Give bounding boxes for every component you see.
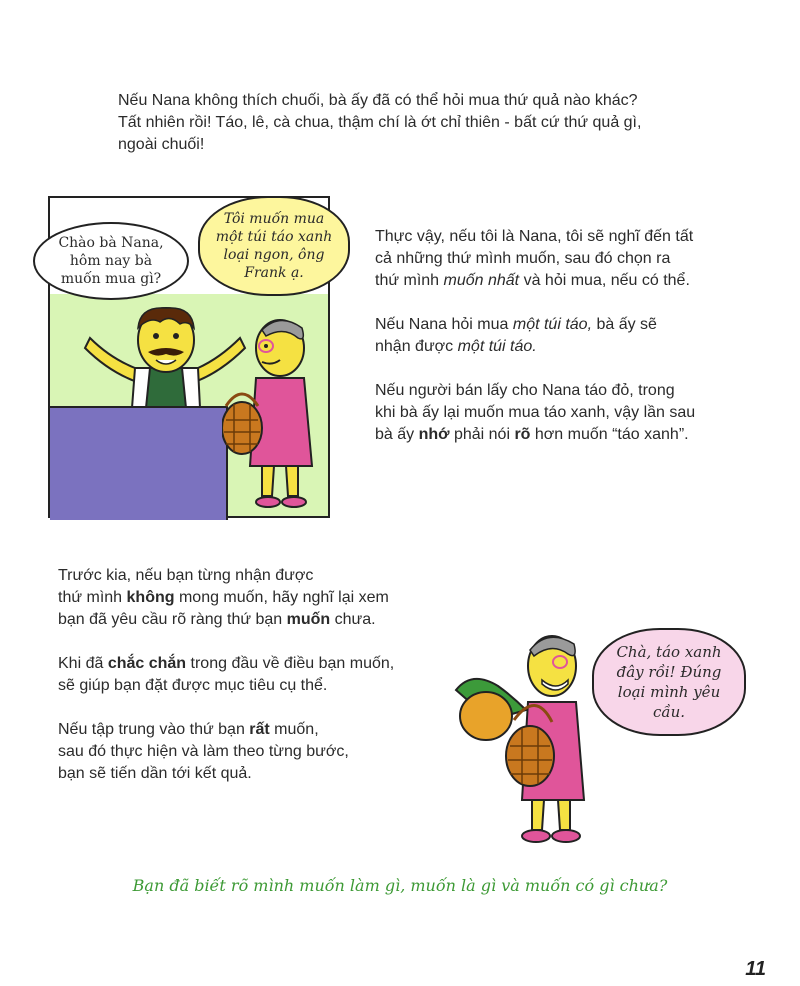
thought-bubble <box>592 628 746 736</box>
text-line: thứ mình <box>58 589 127 606</box>
bold-text: rất <box>249 721 270 738</box>
right-column-text <box>375 226 775 468</box>
text-line: muốn, <box>269 721 319 738</box>
left-column-text <box>58 565 478 807</box>
frank-speech-text: Chào bà Nana, hôm nay bà muốn mua gì? <box>58 235 164 287</box>
text-line: Nếu tập trung vào thứ bạn <box>58 721 250 738</box>
text-line: chưa. <box>330 611 376 628</box>
text-line: Nếu Nana hỏi mua <box>375 316 513 333</box>
text-line: phải nói <box>449 426 515 443</box>
bold-text: nhớ <box>418 426 450 443</box>
text-line: khi bà ấy lại muốn mua táo xanh, vậy lần sau <box>375 404 696 421</box>
intro-line: ngoài chuối! <box>118 136 205 153</box>
text-line: trong đầu về điều bạn muốn, <box>186 655 395 672</box>
emphasis-text: một túi táo. <box>457 338 537 355</box>
text-line: nhận được <box>375 338 458 355</box>
text-line: và hỏi mua, nếu có thể. <box>519 272 690 289</box>
bold-text: muốn <box>286 611 331 628</box>
text-line: sẽ giúp bạn đặt được mục tiêu cụ thể. <box>58 677 328 694</box>
right-paragraph-3 <box>375 380 775 446</box>
text-line: bạn đã yêu cầu rõ ràng thứ bạn <box>58 611 287 628</box>
text-line: cả những thứ mình muốn, sau đó chọn ra <box>375 250 671 267</box>
nana-speech-bubble <box>198 196 350 296</box>
left-paragraph-1 <box>58 565 478 631</box>
text-line: Khi đã <box>58 655 108 672</box>
nana-illustration <box>222 316 332 516</box>
intro-line: Tất nhiên rồi! Táo, lê, cà chua, thậm chí là ớt chỉ thiên - bất cứ thứ quả gì, <box>118 114 642 131</box>
closing-question: Bạn đã biết rõ mình muốn làm gì, muốn là gì và muốn có gì chưa? <box>132 876 668 895</box>
emphasis-text: muốn nhất <box>443 272 520 289</box>
text-line: bạn sẽ tiến dần tới kết quả. <box>58 765 252 782</box>
left-paragraph-2 <box>58 653 478 697</box>
intro-paragraph <box>118 90 758 156</box>
text-line: thứ mình <box>375 272 444 289</box>
nana-with-apples-illustration <box>452 630 592 850</box>
left-paragraph-3 <box>58 719 478 785</box>
frank-speech-bubble <box>33 222 189 300</box>
text-line: Thực vậy, nếu tôi là Nana, tôi sẽ nghĩ đến tất <box>375 228 694 245</box>
text-line: Trước kia, nếu bạn từng nhận được <box>58 567 314 584</box>
text-line: bà ấy sẽ <box>592 316 657 333</box>
bold-text: rõ <box>514 426 531 443</box>
text-line: Nếu người bán lấy cho Nana táo đỏ, trong <box>375 382 675 399</box>
right-paragraph-2 <box>375 314 775 358</box>
emphasis-text: một túi táo, <box>512 316 593 333</box>
text-line: bà ấy <box>375 426 419 443</box>
intro-line: Nếu Nana không thích chuối, bà ấy đã có thể hỏi mua thứ quả nào khác? <box>118 92 638 109</box>
bold-text: không <box>126 589 175 606</box>
shop-counter <box>50 406 228 520</box>
text-line: mong muốn, hãy nghĩ lại xem <box>174 589 389 606</box>
page-number: 11 <box>745 958 766 980</box>
text-line: hơn muốn “táo xanh”. <box>530 426 689 443</box>
text-line: sau đó thực hiện và làm theo từng bước, <box>58 743 349 760</box>
right-paragraph-1 <box>375 226 775 292</box>
thought-text: Chà, táo xanh đây rồi! Đúng loại mình yêu cầu. <box>616 643 722 721</box>
bold-text: chắc chắn <box>107 655 187 672</box>
nana-speech-text: Tôi muốn mua một túi táo xanh loại ngon, ông Frank ạ. <box>215 211 333 281</box>
